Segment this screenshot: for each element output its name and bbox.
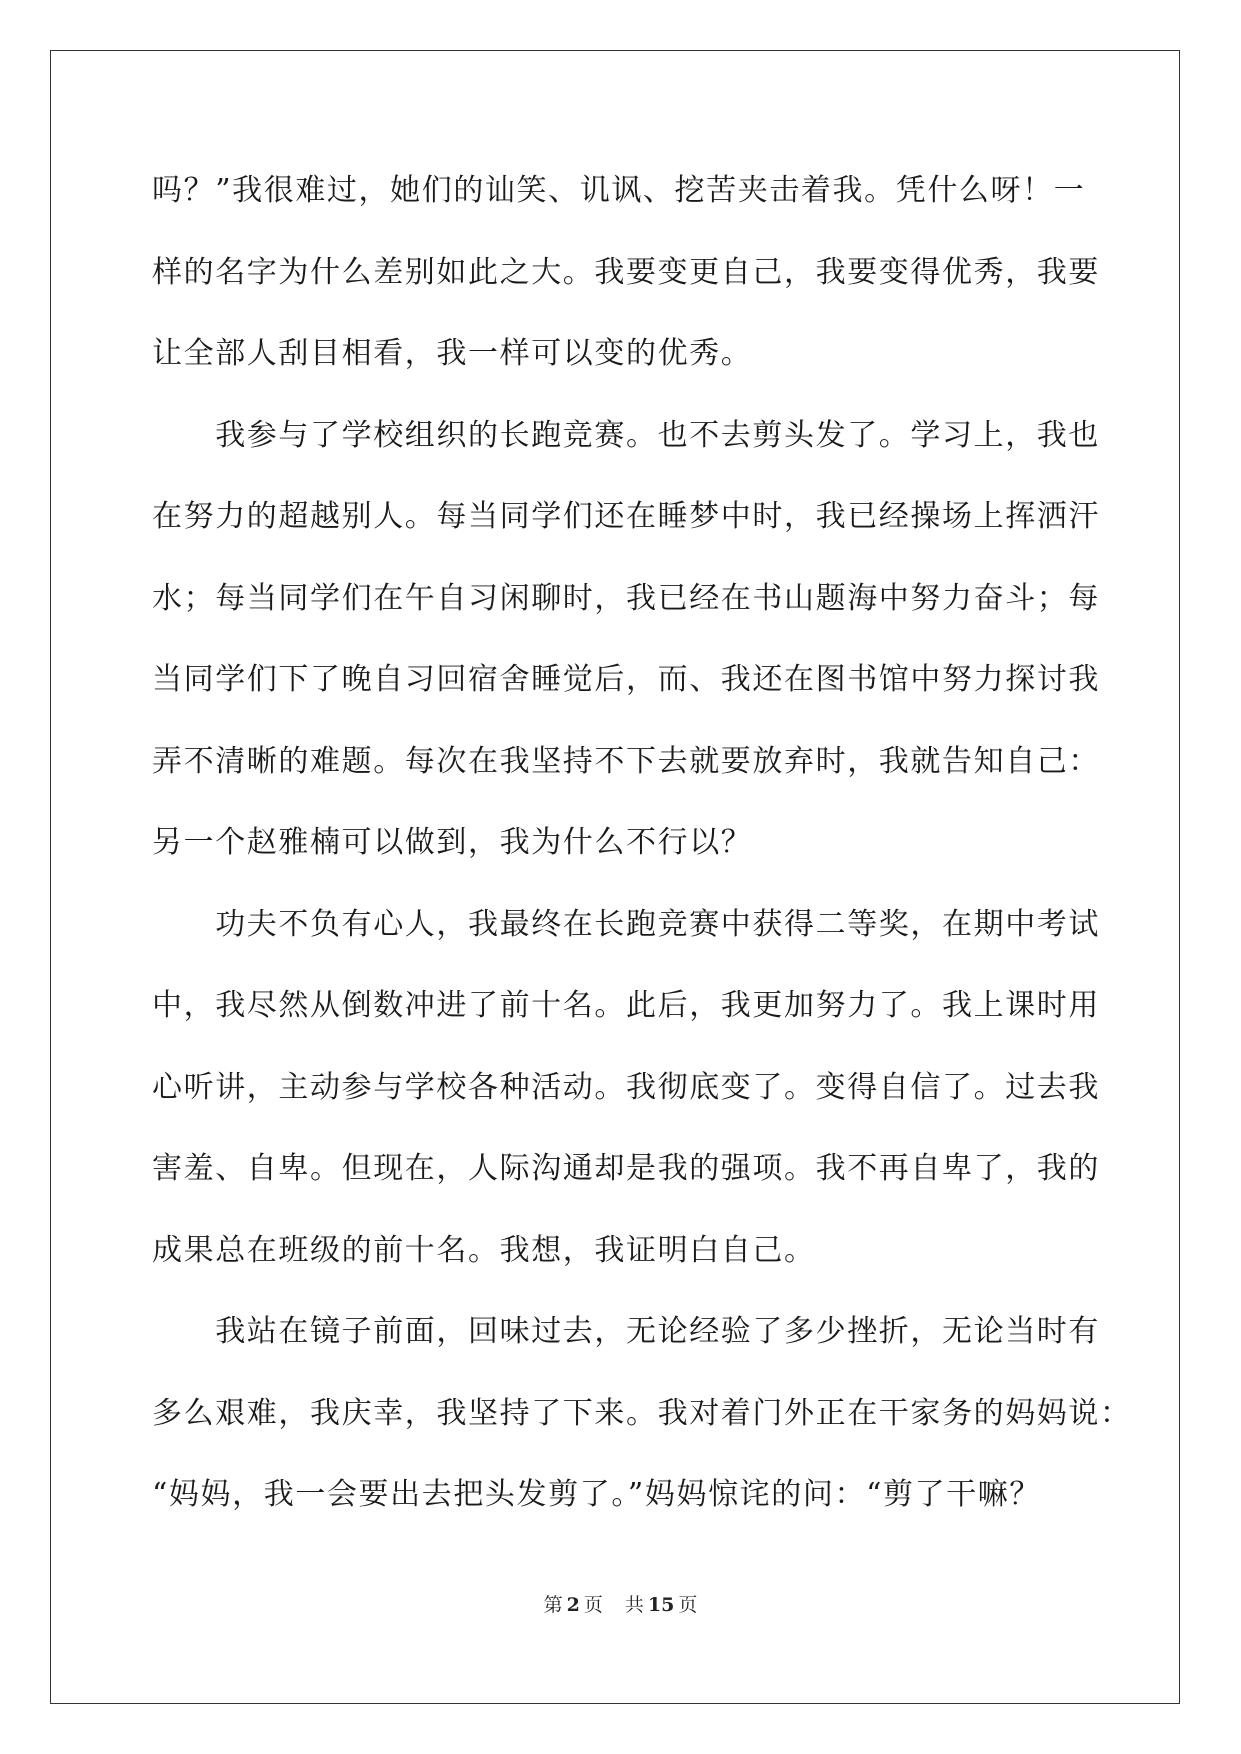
- page-unit: 页: [583, 1594, 603, 1616]
- page-current: 2: [566, 1594, 580, 1616]
- page-total: 15: [647, 1594, 675, 1616]
- text-line: 吗？”我很难过，她们的讪笑、讥讽、挖苦夹击着我。凭什么呀！一: [152, 173, 1086, 208]
- text-line: 当同学们下了晚自习回宿舍睡觉后，而、我还在图书馆中努力探讨我: [152, 662, 1100, 697]
- text-line: 中，我尽然从倒数冲进了前十名。此后，我更加努力了。我上课时用: [152, 988, 1100, 1023]
- text-line: “妈妈，我一会要出去把头发剪了。”妈妈惊诧的问：“剪了干嘛？: [152, 1477, 1042, 1512]
- text-line: 我站在镜子前面，回味过去，无论经验了多少挫折，无论当时有: [152, 1314, 1100, 1349]
- text-line: 让全部人刮目相看，我一样可以变的优秀。: [152, 336, 753, 371]
- text-line: 功夫不负有心人，我最终在长跑竞赛中获得二等奖，在期中考试: [152, 906, 1100, 942]
- total-prefix: 共: [624, 1594, 644, 1616]
- text-line: 另一个赵雅楠可以做到，我为什么不行以？: [152, 825, 753, 860]
- page-footer: [0, 1590, 1241, 1617]
- text-line: 水；每当同学们在午自习闲聊时，我已经在书山题海中努力奋斗；每: [152, 580, 1100, 616]
- text-line: 在努力的超越别人。每当同学们还在睡梦中时，我已经操场上挥洒汗: [152, 499, 1100, 534]
- text-line: 我参与了学校组织的长跑竞赛。也不去剪头发了。学习上，我也: [152, 417, 1100, 453]
- text-line: 弄不清晰的难题。每次在我坚持不下去就要放弃时，我就告知自己：: [152, 743, 1100, 779]
- text-line: 害羞、自卑。但现在，人际沟通却是我的强项。我不再自卑了，我的: [152, 1151, 1100, 1186]
- text-line: 多么艰难，我庆幸，我坚持了下来。我对着门外正在干家务的妈妈说：: [152, 1395, 1132, 1431]
- page-prefix: 第: [543, 1594, 563, 1616]
- text-line: 心听讲，主动参与学校各种活动。我彻底变了。变得自信了。过去我: [152, 1069, 1100, 1105]
- text-line: 成果总在班级的前十名。我想，我证明白自己。: [152, 1232, 816, 1268]
- text-line: 样的名字为什么差别如此之大。我要变更自己，我要变得优秀，我要: [152, 254, 1100, 290]
- total-unit: 页: [678, 1594, 698, 1616]
- document-body: [152, 150, 1132, 1536]
